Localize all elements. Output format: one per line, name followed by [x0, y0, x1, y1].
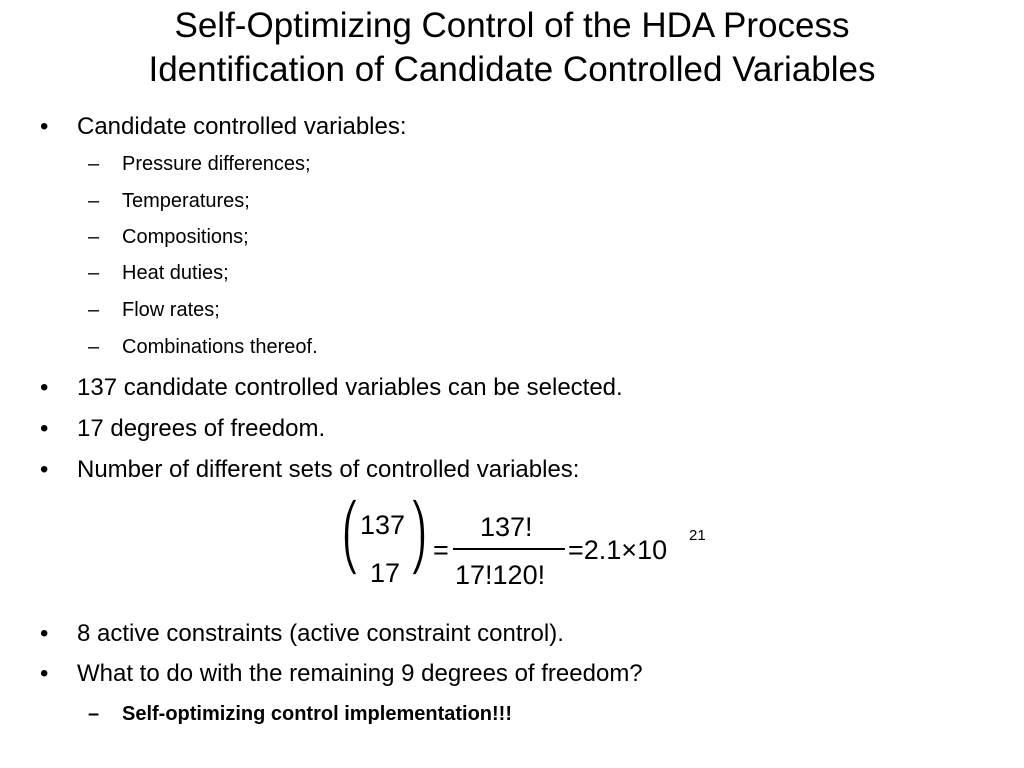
sub-item-text: Temperatures; — [122, 190, 250, 212]
sub-item — [88, 334, 318, 360]
sub-item — [88, 260, 229, 286]
sub-item-text: Pressure differences; — [122, 153, 311, 175]
bullet-text: 17 degrees of freedom. — [77, 415, 326, 442]
result: =2.1×10 — [568, 535, 668, 565]
sub-item — [88, 224, 249, 250]
bullet-marker: • — [40, 374, 49, 401]
dash-marker: – — [88, 703, 100, 725]
sub-item — [88, 188, 250, 214]
bullet-number-of-sets — [40, 455, 580, 485]
sub-item — [88, 151, 311, 177]
bullet-remaining-dof — [40, 659, 643, 689]
fraction-bar — [453, 548, 565, 550]
bullet-marker: • — [40, 415, 49, 442]
bullet-degrees-of-freedom — [40, 414, 326, 444]
dash-marker: – — [88, 299, 100, 321]
bullet-text: What to do with the remaining 9 degrees of freedom? — [77, 660, 643, 687]
bullet-marker: • — [40, 620, 49, 647]
bullet-text: 8 active constraints (active constraint control). — [77, 620, 564, 647]
dash-marker: – — [88, 262, 100, 284]
exponent: 21 — [689, 527, 706, 544]
slide-title — [0, 4, 1024, 92]
bullet-active-constraints — [40, 619, 564, 649]
sub-item-self-optimizing — [88, 701, 512, 727]
fraction-denominator: 17!120! — [455, 560, 546, 590]
sub-item-text: Flow rates; — [122, 299, 220, 321]
equals-sign: = — [433, 535, 449, 565]
left-paren: ⎛ — [342, 501, 359, 541]
dash-marker: – — [88, 336, 100, 358]
dash-marker: – — [88, 153, 100, 175]
bullet-text: 137 candidate controlled variables can be selected. — [77, 374, 623, 401]
sub-item-text: Compositions; — [122, 226, 249, 248]
dash-marker: – — [88, 226, 100, 248]
binomial-top: 137 — [360, 510, 406, 540]
left-paren: ⎝ — [342, 535, 359, 575]
sub-item — [88, 297, 220, 323]
bullet-marker: • — [40, 660, 49, 687]
right-paren: ⎞ — [410, 501, 427, 541]
title-line-2: Identification of Candidate Controlled Variables — [148, 50, 876, 89]
bullet-marker: • — [40, 113, 49, 140]
fraction-numerator: 137! — [480, 512, 533, 542]
dash-marker: – — [88, 190, 100, 212]
title-line-1: Self-Optimizing Control of the HDA Process — [174, 6, 850, 45]
right-paren: ⎠ — [410, 535, 427, 575]
sub-item-text: Heat duties; — [122, 262, 229, 284]
sub-item-text: Self-optimizing control implementation!!! — [122, 703, 512, 725]
bullet-marker: • — [40, 456, 49, 483]
bullet-candidate-count — [40, 373, 623, 403]
bullet-candidate-variables — [40, 112, 407, 142]
binomial-formula — [340, 500, 720, 600]
sub-item-text: Combinations thereof. — [122, 336, 318, 358]
bullet-text: Number of different sets of controlled variables: — [77, 456, 580, 483]
bullet-text: Candidate controlled variables: — [77, 113, 407, 140]
binomial-bottom: 17 — [370, 558, 401, 588]
